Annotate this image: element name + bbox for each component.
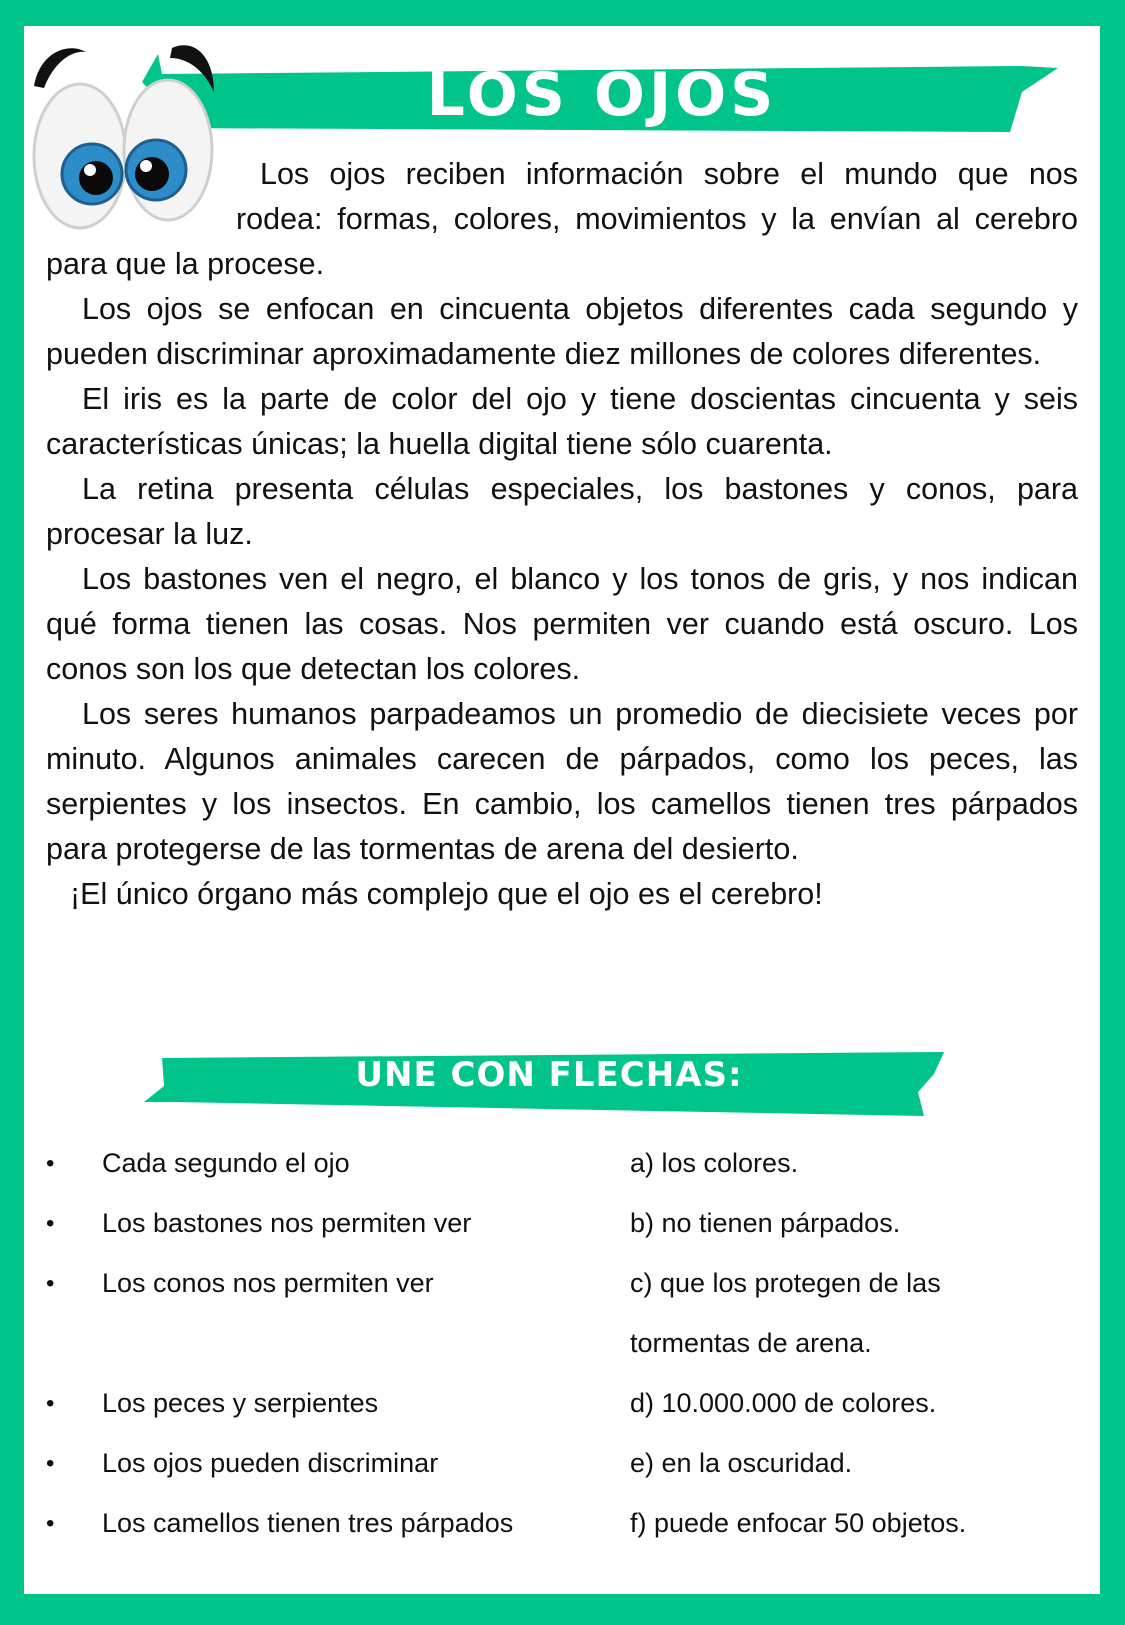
match-row — [24, 1140, 1100, 1200]
matching-exercise — [24, 1140, 1100, 1560]
bullet: • — [46, 1270, 55, 1297]
left-item-5[interactable]: Los ojos pueden discriminar — [102, 1448, 439, 1478]
paragraph-1: Los ojos reciben información sobre el mundo que nos rodea: formas, colores, movimientos y la envían al cerebro para que la procese. — [46, 157, 1078, 281]
paragraph-5: Los bastones ven el negro, el blanco y los tonos de gris, y nos indican qué forma tienen las cosas. Nos permiten ver cuando está oscuro. Los conos son los que detectan los colores. — [46, 562, 1078, 686]
bullet: • — [46, 1450, 55, 1477]
match-row — [24, 1380, 1100, 1440]
match-row — [24, 1320, 1100, 1380]
match-row — [24, 1260, 1100, 1320]
right-item-d[interactable]: d) 10.000.000 de colores. — [630, 1388, 937, 1418]
page-title: LOS OJOS — [426, 60, 778, 130]
paragraph-7: ¡El único órgano más complejo que el ojo es el cerebro! — [70, 877, 823, 911]
exercise-title: UNE CON FLECHAS: — [355, 1055, 743, 1095]
paragraph-4: La retina presenta células especiales, los bastones y conos, para procesar la luz. — [46, 472, 1078, 551]
match-row — [24, 1200, 1100, 1260]
paragraph-3: El iris es la parte de color del ojo y tiene doscientas cincuenta y seis características únicas; la huella digital tiene sólo cuarenta. — [46, 382, 1078, 461]
left-item-3[interactable]: Los conos nos permiten ver — [102, 1268, 434, 1298]
left-item-1[interactable]: Cada segundo el ojo — [102, 1148, 350, 1178]
worksheet-page — [24, 26, 1100, 1594]
match-row — [24, 1500, 1100, 1560]
title-banner — [142, 48, 1062, 142]
left-item-4[interactable]: Los peces y serpientes — [102, 1388, 379, 1418]
match-row — [24, 1440, 1100, 1500]
bullet: • — [46, 1150, 55, 1177]
bullet: • — [46, 1210, 55, 1237]
bullet: • — [46, 1510, 55, 1537]
paragraph-6: Los seres humanos parpadeamos un promedio de diecisiete veces por minuto. Algunos animales carecen de párpados, como los peces, las serpientes y los insectos. En cambio, los camellos tienen tres párpados para protegerse de las tormentas de arena del desierto. — [46, 697, 1078, 866]
right-item-c-continued[interactable]: tormentas de arena. — [630, 1328, 872, 1358]
bullet: • — [46, 1390, 55, 1417]
reading-text — [46, 152, 1078, 917]
right-item-c[interactable]: c) que los protegen de las — [630, 1268, 941, 1298]
exercise-banner — [144, 1046, 954, 1118]
paragraph-2: Los ojos se enfocan en cincuenta objetos diferentes cada segundo y pueden discriminar aproximadamente diez millones de colores diferentes. — [46, 292, 1078, 371]
right-item-f[interactable]: f) puede enfocar 50 objetos. — [630, 1508, 967, 1538]
left-item-6[interactable]: Los camellos tienen tres párpados — [102, 1508, 514, 1538]
right-item-b[interactable]: b) no tienen párpados. — [630, 1208, 901, 1238]
right-item-a[interactable]: a) los colores. — [630, 1148, 799, 1178]
right-item-e[interactable]: e) en la oscuridad. — [630, 1448, 853, 1478]
left-item-2[interactable]: Los bastones nos permiten ver — [102, 1208, 472, 1238]
